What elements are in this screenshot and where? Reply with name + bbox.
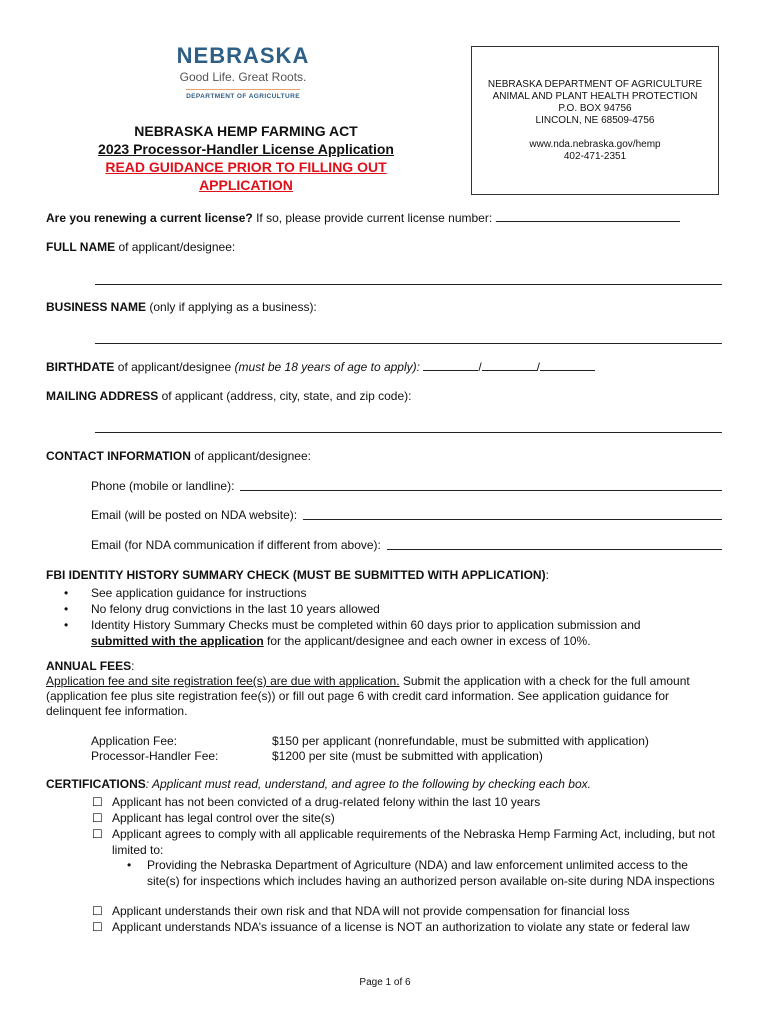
certification-sub-bullet: • Providing the Nebraska Department of Agriculture (NDA) and law enforcement unlimited access to the site(s) for inspections which includes having an authorized person available on-site during NDA inspections	[127, 858, 715, 888]
annual-fees-paragraph: Application fee and site registration fee(s) are due with application. Submit the application with a check for the full amount (application fee plus site registration fee(s)) or fill out page 6 with credit card information. See application guidance for delinquent fee information.	[46, 674, 690, 718]
title-read-guidance-2: APPLICATION	[199, 177, 293, 193]
page-number: Page 1 of 6	[359, 977, 411, 988]
mailing-address-field[interactable]	[95, 431, 722, 433]
checkbox[interactable]: ☐	[92, 827, 103, 841]
phone-row: Phone (mobile or landline):	[91, 479, 722, 494]
annual-fees-heading: ANNUAL FEES:	[46, 659, 135, 673]
certification-item-4: ☐ Applicant understands their own risk and that NDA will not provide compensation for financial loss	[92, 904, 630, 918]
certification-item-2: ☐ Applicant has legal control over the site(s)	[92, 811, 335, 825]
address-web: www.nda.nebraska.gov/hemp	[529, 139, 661, 150]
address-phone: 402-471-2351	[563, 151, 627, 162]
checkbox[interactable]: ☐	[92, 920, 103, 934]
fbi-heading: FBI IDENTITY HISTORY SUMMARY CHECK (MUST BE SUBMITTED WITH APPLICATION):	[46, 568, 549, 582]
email-field[interactable]	[303, 509, 722, 520]
address-line-3: P.O. BOX 94756	[558, 103, 632, 114]
email-row: Email (will be posted on NDA website):	[91, 508, 722, 523]
list-item: • Identity History Summary Checks must be completed within 60 days prior to application submission and	[64, 618, 641, 632]
certification-list	[92, 794, 724, 858]
logo-tagline: Good Life. Great Roots.	[179, 70, 307, 84]
phone-field[interactable]	[240, 480, 722, 491]
certification-item-5: ☐ Applicant understands NDA’s issuance of a license is NOT an authorization to violate any state or federal law	[92, 920, 690, 934]
nda-logo	[168, 44, 318, 100]
title-act: NEBRASKA HEMP FARMING ACT	[134, 123, 358, 139]
fbi-bullets	[64, 585, 641, 649]
address-line-2: ANIMAL AND PLANT HEALTH PROTECTION	[492, 91, 698, 102]
certifications-heading: CERTIFICATIONS: Applicant must read, understand, and agree to the following by checking each box.	[46, 777, 591, 791]
logo-department: DEPARTMENT OF AGRICULTURE	[186, 93, 300, 100]
address-line-1: NEBRASKA DEPARTMENT OF AGRICULTURE	[487, 79, 703, 90]
birth-day-field[interactable]	[482, 360, 537, 371]
license-number-field[interactable]	[496, 211, 680, 222]
fee-row-handler: Processor-Handler Fee: $1200 per site (must be submitted with application)	[91, 749, 543, 763]
fee-table	[91, 734, 649, 764]
renewing-question: Are you renewing a current license? If so, please provide current license number:	[46, 211, 680, 226]
checkbox[interactable]: ☐	[92, 795, 103, 809]
certification-list-2	[92, 903, 724, 935]
checkbox[interactable]: ☐	[92, 811, 103, 825]
logo-divider	[186, 89, 300, 90]
list-item: • See application guidance for instructions	[64, 586, 307, 600]
full-name-field[interactable]	[95, 283, 722, 285]
email2-field[interactable]	[387, 539, 722, 550]
address-box	[471, 46, 719, 195]
checkbox[interactable]: ☐	[92, 904, 103, 918]
birthdate-label: BIRTHDATE of applicant/designee (must be 18 years of age to apply): / /	[46, 360, 595, 375]
address-line-4: LINCOLN, NE 68509-4756	[535, 115, 655, 126]
certification-item-1: ☐ Applicant has not been convicted of a drug-related felony within the last 10 years	[92, 795, 541, 809]
contact-info-label: CONTACT INFORMATION of applicant/designee:	[46, 449, 311, 463]
logo-wordmark: NEBRASKA	[176, 43, 310, 68]
full-name-label: FULL NAME of applicant/designee:	[46, 240, 236, 254]
email2-row: Email (for NDA communication if different from above):	[91, 538, 722, 553]
certification-item-3: ☐ Applicant agrees to comply with all applicable requirements of the Nebraska Hemp Farming Act, including, but not limited to:	[92, 827, 715, 857]
list-item: • No felony drug convictions in the last 10 years allowed	[64, 602, 380, 616]
title-read-guidance-1: READ GUIDANCE PRIOR TO FILLING OUT	[105, 159, 387, 175]
fee-row-application: Application Fee: $150 per applicant (nonrefundable, must be submitted with application)	[91, 734, 649, 748]
mailing-address-label: MAILING ADDRESS of applicant (address, city, state, and zip code):	[46, 389, 412, 403]
business-name-label: BUSINESS NAME (only if applying as a business):	[46, 300, 317, 314]
birth-month-field[interactable]	[423, 360, 478, 371]
document-title	[60, 122, 432, 194]
birth-year-field[interactable]	[540, 360, 595, 371]
business-name-field[interactable]	[95, 342, 722, 344]
title-application: 2023 Processor-Handler License Application	[98, 141, 394, 157]
list-item: submitted with the application for the applicant/designee and each owner in excess of 10%.	[91, 634, 591, 648]
